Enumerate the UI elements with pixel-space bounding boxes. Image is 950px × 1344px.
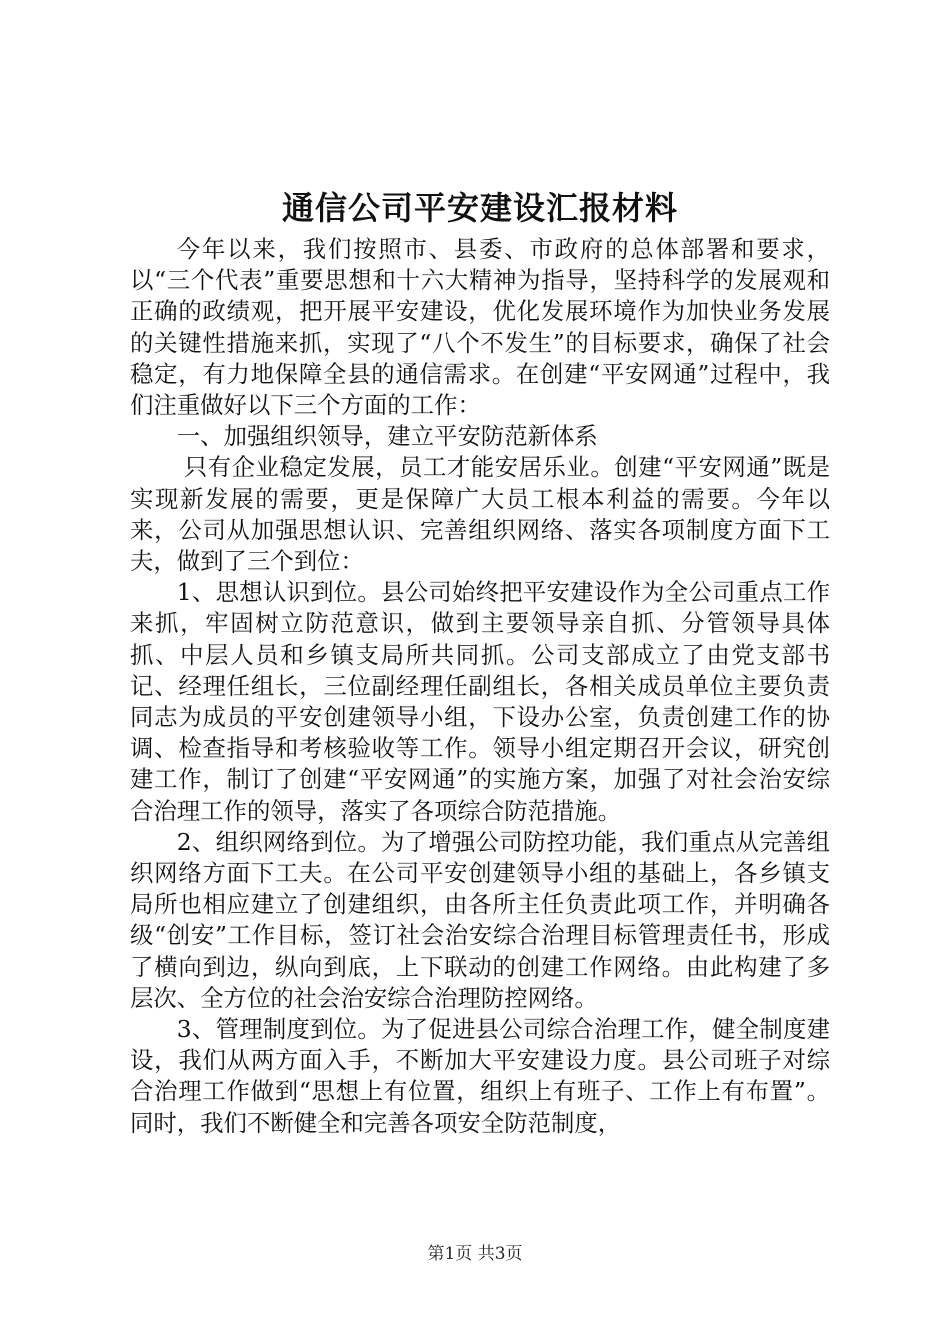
document-body	[130, 234, 830, 1139]
item-2-paragraph: 2、组织网络到位。为了增强公司防控功能，我们重点从完善组织网络方面下工夫。在公司平安创建领导小组的基础上，各乡镇支局所也相应建立了创建组织，由各所主任负责此项工作，并明确各级“创安”工作目标，签订社会治安综合治理目标管理责任书，形成了横向到边，纵向到底，上下联动的创建工作网络。由此构建了多层次、全方位的社会治安综合治理防控网络。	[130, 827, 830, 1012]
item-1-paragraph: 1、思想认识到位。县公司始终把平安建设作为全公司重点工作来抓，牢固树立防范意识，做到主要领导亲自抓、分管领导具体抓、中层人员和乡镇支局所共同抓。公司支部成立了由党支部书记、经理任组长，三位副经理任副组长，各相关成员单位主要负责同志为成员的平安创建领导小组，下设办公室，负责创建工作的协调、检查指导和考核验收等工作。领导小组定期召开会议，研究创建工作，制订了创建“平安网通”的实施方案，加强了对社会治安综合治理工作的领导，落实了各项综合防范措施。	[130, 578, 830, 825]
section-1-paragraph: 只有企业稳定发展，员工才能安居乐业。创建“平安网通”既是实现新发展的需要，更是保障广大员工根本利益的需要。今年以来，公司从加强思想认识、完善组织网络、落实各项制度方面下工夫，做到了三个到位：	[130, 453, 830, 576]
intro-paragraph: 今年以来，我们按照市、县委、市政府的总体部署和要求，以“三个代表”重要思想和十六大精神为指导，坚持科学的发展观和正确的政绩观，把开展平安建设，优化发展环境作为加快业务发展的关键性措施来抓，实现了“八个不发生”的目标要求，确保了社会稳定，有力地保障全县的通信需求。在创建“平安网通”过程中，我们注重做好以下三个方面的工作：	[130, 235, 830, 420]
section-heading-1: 一、加强组织领导，建立平安防范新体系	[176, 422, 598, 451]
page-footer: 第1页 共3页	[427, 1244, 523, 1264]
document-title: 通信公司平安建设汇报材料	[281, 189, 678, 227]
item-3-paragraph: 3、管理制度到位。为了促进县公司综合治理工作，健全制度建设，我们从两方面入手，不断加大平安建设力度。县公司班子对综合治理工作做到“思想上有位置，组织上有班子、工作上有布置”。同时，我们不断健全和完善各项安全防范制度，	[130, 1015, 830, 1137]
